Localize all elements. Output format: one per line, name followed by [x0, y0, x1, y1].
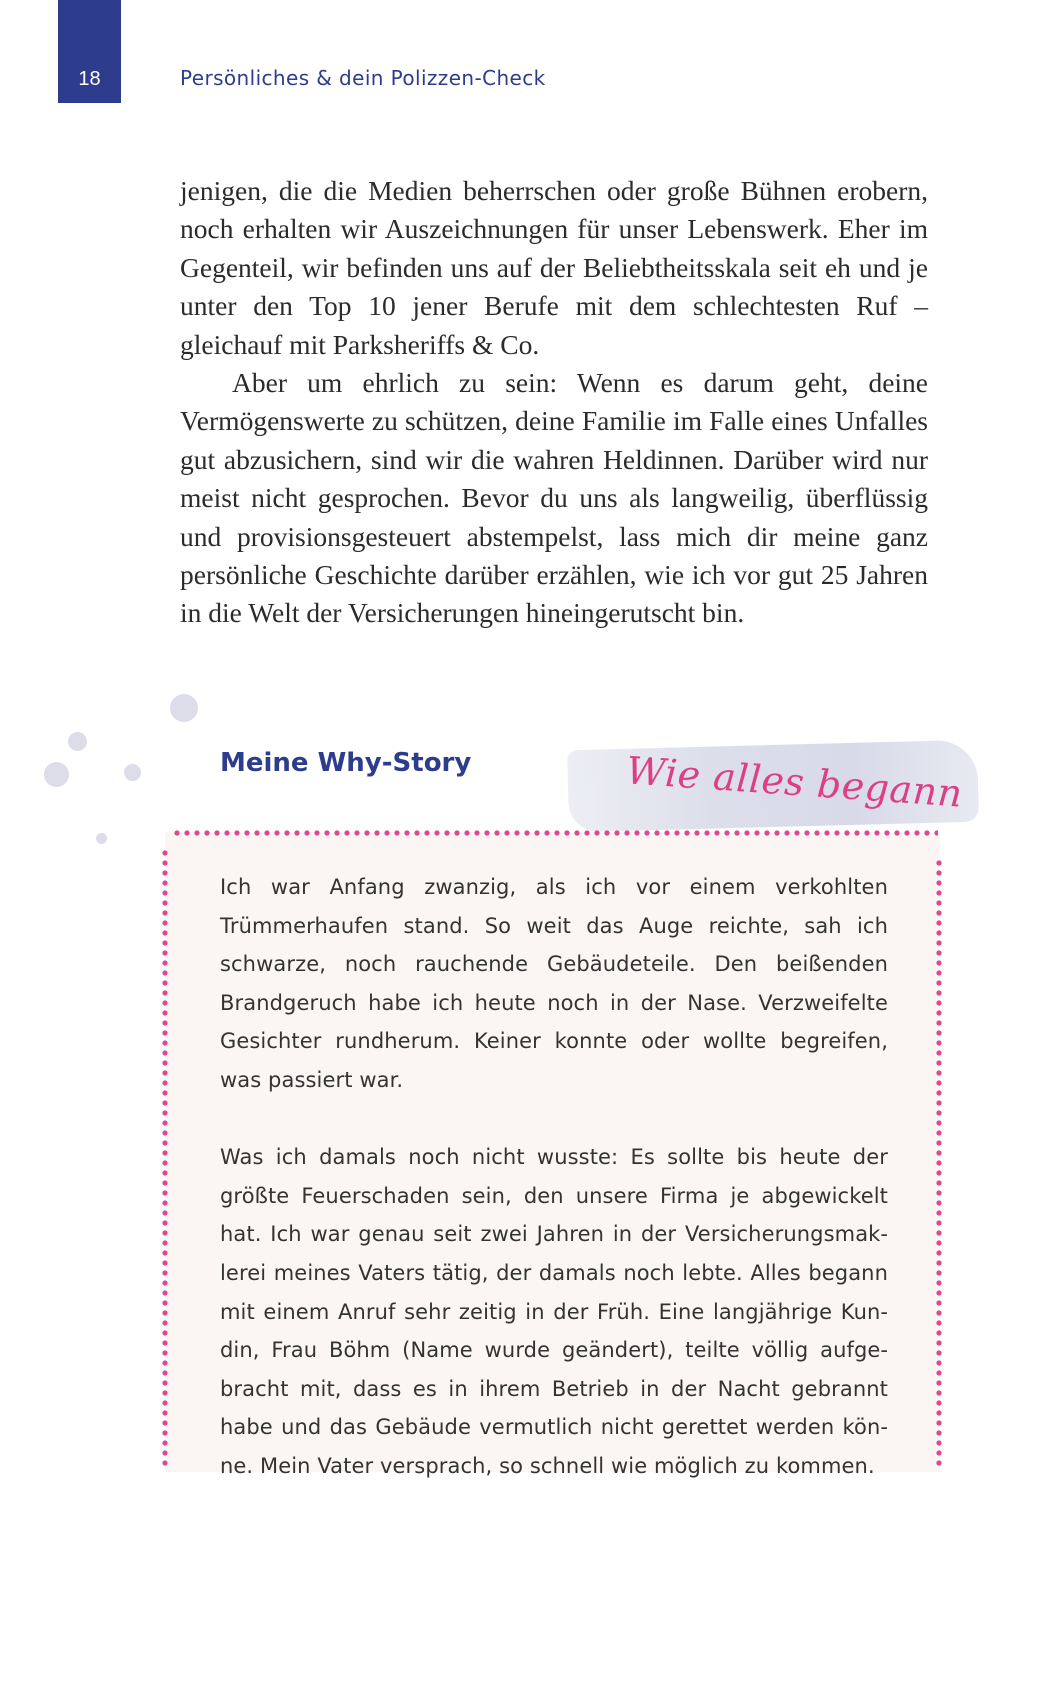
- decorative-dot: [170, 694, 198, 722]
- page-number: 18: [78, 68, 101, 90]
- page-number-tab: [58, 0, 121, 103]
- decorative-dot: [124, 764, 141, 781]
- decorative-dot: [44, 762, 69, 787]
- section-heading: Meine Why-Story: [220, 748, 472, 778]
- dotted-border-right: [935, 858, 943, 1468]
- dotted-border-left: [161, 848, 169, 1468]
- script-title: Wie alles begann: [624, 748, 965, 816]
- story-paragraph: Ich war Anfang zwanzig, als ich vor einem verkohlten Trümmerhaufen stand. So weit das Auge reichte, sah ich schwarze, noch rauchende Gebäudeteile. Den beißenden Brandgeruch habe ich heute noch in der Nase. Verzweifelte Gesichter rundherum. Keiner konnte oder wollte begreifen, was passiert war.: [220, 875, 888, 1092]
- body-paragraph: Aber um ehrlich zu sein: Wenn es darum geht, deine Vermögenswerte zu schützen, deine Familie im Falle eines Unfalles gut abzusichern, sind wir die wahren Heldinnen. Darüber wird nur meist nicht gesprochen. Bevor du uns als langweilig, überflüssig und provisionsgesteuert abstempelst, lass mich dir meine ganz persönliche Geschichte darüber erzählen, wie ich vor gut 25 Jahren in die Welt der Versicherungen hineingerutscht bin.: [180, 367, 928, 629]
- decorative-dot: [96, 833, 107, 844]
- running-title: Persönliches & dein Polizzen-Check: [180, 66, 546, 90]
- story-paragraph: Was ich damals noch nicht wusste: Es sollte bis heute der größte Feuerschaden sein, den unsere Firma je abgewickelt hat. Ich war genau seit zwei Jahren in der Versicherungsmaklerei meines Vaters tätig, der damals noch lebte. Alles begann mit einem Anruf sehr zeitig in der Früh. Eine langjährige Kundin, Frau Böhm (Name wurde geändert), teilte völlig aufgebracht mit, dass es in ihrem Betrieb in der Nacht gebrannt habe und das Gebäude vermutlich nicht gerettet werden könne. Mein Vater versprach, so schnell wie möglich zu kommen.: [220, 1145, 888, 1478]
- decorative-dot: [68, 732, 87, 751]
- body-paragraph: jenigen, die die Medien beherrschen oder große Bühnen erobern, noch erhalten wir Auszeichnungen für unser Lebenswerk. Eher im Gegenteil, wir befinden uns auf der Beliebtheitsskala seit eh und je unter den Top 10 jener Berufe mit dem schlechtesten Ruf – gleichauf mit Parksheriffs & Co.: [180, 175, 928, 360]
- body-text: [180, 172, 928, 633]
- dotted-border-top: [172, 829, 938, 837]
- story-text: [220, 868, 888, 1486]
